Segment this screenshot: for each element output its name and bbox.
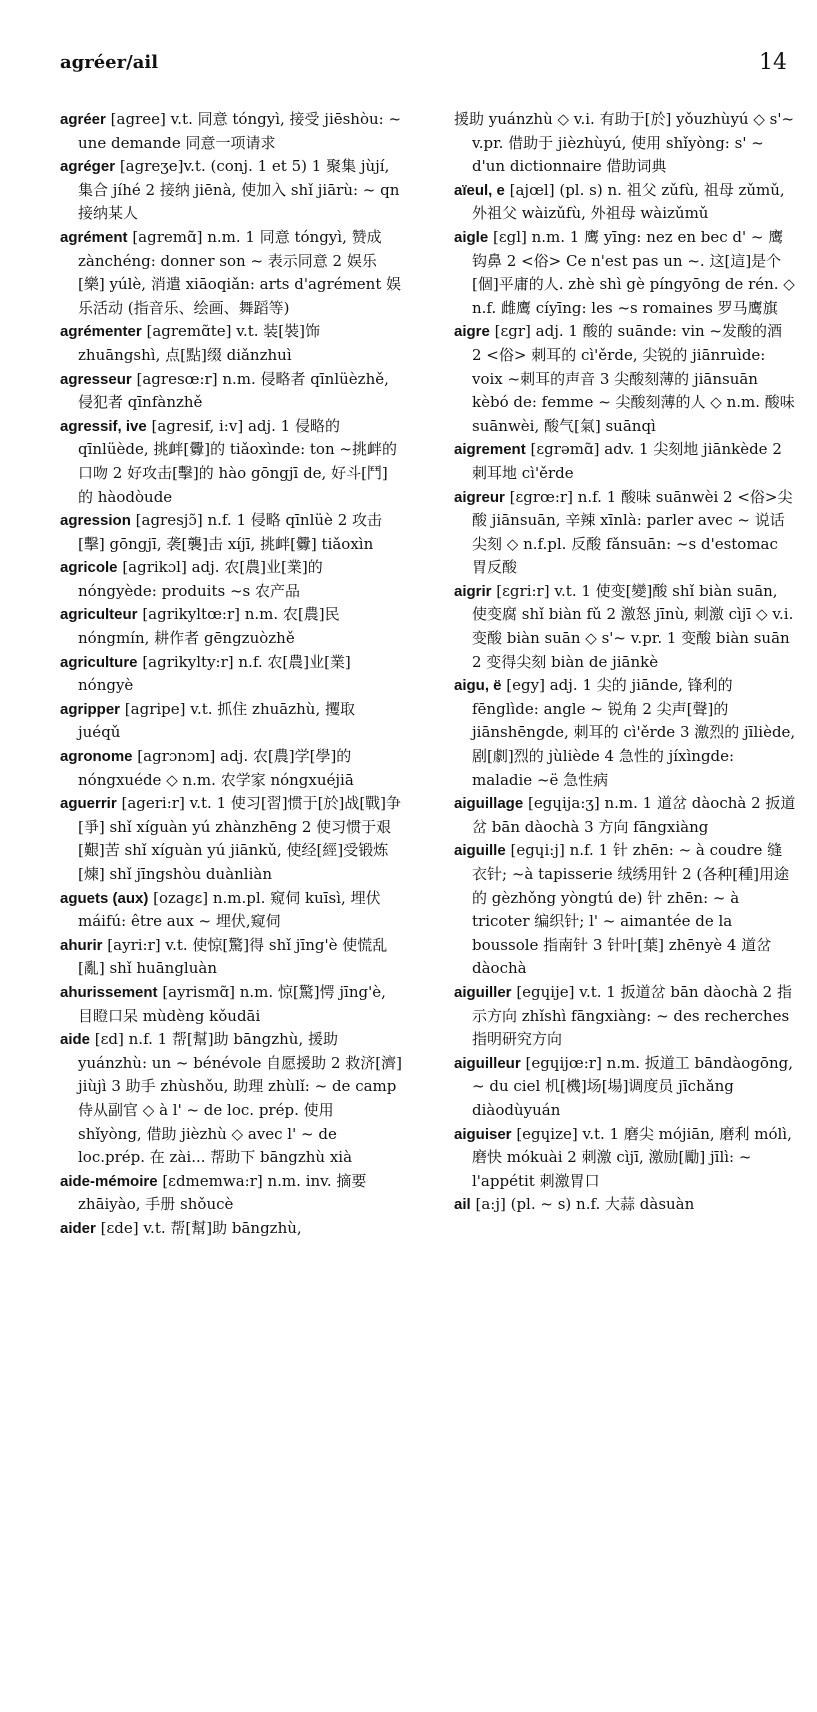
dictionary-entry bbox=[60, 698, 402, 745]
entry-definition: [egɥije] v.t. 1 扳道岔 bān dàochà 2 指示方向 zhǐshì fāngxiàng: ~ des recherches 指明研究方向 bbox=[472, 982, 792, 1049]
entry-definition: [agrikyltœ:r] n.m. 农[農]民 nóngmín, 耕作者 gēngzuòzhě bbox=[78, 605, 340, 648]
entry-definition: [ɛde] v.t. 帮[幫]助 bāngzhù, bbox=[100, 1218, 302, 1237]
entry-headword: agronome bbox=[60, 748, 133, 766]
dictionary-entry bbox=[60, 368, 402, 415]
entry-definition: [agresœ:r] n.m. 侵略者 qīnlüèzhě, 侵犯者 qīnfànzhě bbox=[78, 369, 389, 412]
entry-definition: [agresjɔ̃] n.f. 1 侵略 qīnlüè 2 攻击[擊] gōngjī, 袭[襲]击 xíjī, 挑衅[釁] tiǎoxìn bbox=[78, 511, 383, 553]
entry-definition: [agremɑ̃] n.m. 1 同意 tóngyì, 赞成 zànchéng: donner son ~ 表示同意 2 娱乐[樂] yúlè, 消遣 xiāoqiǎn: arts d'agrément 娱乐活动 (指音乐、绘画、舞蹈等) bbox=[78, 227, 402, 317]
dictionary-entry bbox=[60, 603, 402, 650]
entry-definition: [ɛgl] n.m. 1 鹰 yīng: nez en bec d' ~ 鹰钩鼻 2 <俗> Ce n'est pas un ~. 这[這]是个[個]平庸的人. zhè shì gè píngyōng de rén. ◇ n.f. 雌鹰 cíyīng: les ~s romaines 罗马鹰旗 bbox=[472, 227, 795, 317]
entry-headword: agricole bbox=[60, 559, 118, 577]
entry-headword: aigu, ë bbox=[454, 677, 502, 695]
entry-headword: aigreur bbox=[454, 488, 505, 506]
dictionary-entry bbox=[454, 1052, 796, 1123]
dictionary-entry bbox=[60, 226, 402, 320]
dictionary-entry bbox=[60, 887, 402, 934]
entry-headword: agréer bbox=[60, 111, 106, 128]
entry-headword: agression bbox=[60, 512, 131, 530]
entry-definition: [agrikɔl] adj. 农[農]业[業]的 nóngyède: produits ~s 农产品 bbox=[78, 558, 323, 600]
left-column bbox=[60, 108, 402, 1241]
dictionary-entry bbox=[454, 179, 796, 226]
dictionary-entry bbox=[454, 1123, 796, 1194]
entry-headword: agresseur bbox=[60, 370, 132, 388]
entry-definition: [agrikylty:r] n.f. 农[農]业[業] nóngyè bbox=[78, 652, 351, 695]
entry-definition: [egɥijœ:r] n.m. 扳道工 bāndàogōng, ~ du ciel 机[機]场[場]调度员 jīchǎng diàodùyuán bbox=[472, 1053, 793, 1119]
entry-definition: [ayri:r] v.t. 使惊[驚]得 shǐ jīng'è 使慌乱 [亂] shǐ huāngluàn bbox=[78, 935, 388, 978]
dictionary-entry bbox=[60, 556, 402, 603]
entry-definition: [agripe] v.t. 抓住 zhuāzhù, 攫取 juéqǔ bbox=[78, 699, 355, 742]
entry-headword: ail bbox=[454, 1196, 471, 1214]
entry-headword: aigre bbox=[454, 323, 490, 341]
dictionary-entry bbox=[60, 1170, 402, 1217]
entry-headword: agriculture bbox=[60, 653, 138, 671]
entry-headword: agripper bbox=[60, 700, 121, 718]
dictionary-entry bbox=[454, 839, 796, 981]
dictionary-entry bbox=[454, 580, 796, 674]
dictionary-entry bbox=[454, 674, 796, 792]
entry-headword: aiguilleur bbox=[454, 1054, 521, 1072]
entry-definition: [ageri:r] v.t. 1 使习[習]惯于[於]战[戰]争[爭] shǐ xíguàn yú zhànzhēng 2 使习惯于艰[艱]苦 shǐ xíguàn yú jiānkǔ, 使经[經]受锻炼[煉] shǐ jīngshòu duànliàn bbox=[78, 794, 402, 883]
entry-headword: agressif, ive bbox=[60, 417, 147, 435]
entry-definition: [ɛgrœ:r] n.f. 1 酸味 suānwèi 2 <俗>尖酸 jiānsuān, 辛辣 xīnlà: parler avec ~ 说话尖刻 ◇ n.f.pl. 反酸 fǎnsuān: ~s d'estomac 胃反酸 bbox=[472, 487, 793, 577]
dictionary-entry bbox=[454, 226, 796, 320]
dictionary-entry bbox=[454, 486, 796, 580]
entry-headword: agrément bbox=[60, 228, 128, 246]
dictionary-entry bbox=[60, 981, 402, 1028]
entry-definition: [a:j] (pl. ~ s) n.f. 大蒜 dàsuàn bbox=[475, 1195, 695, 1214]
entry-headword: aider bbox=[60, 1219, 96, 1237]
dictionary-entry bbox=[60, 745, 402, 792]
entry-headword: aigrir bbox=[454, 582, 492, 600]
dictionary-entry bbox=[60, 108, 402, 155]
entry-headword: aïeul, e bbox=[454, 181, 505, 199]
entry-definition: [agreʒe]v.t. (conj. 1 et 5) 1 聚集 jùjí, 集合 jíhé 2 接纳 jiēnà, 使加入 shǐ jiārù: ~ qn 接纳某人 bbox=[78, 157, 400, 223]
entry-definition: [ozagɛ] n.m.pl. 窥伺 kuīsì, 埋伏 máifú: être aux ~ 埋伏,窥伺 bbox=[78, 888, 381, 931]
dictionary-entry bbox=[60, 1028, 402, 1170]
dictionary-entry bbox=[60, 320, 402, 367]
entry-headword: agréger bbox=[60, 158, 116, 176]
entry-definition: [agresif, i:v] adj. 1 侵略的 qīnlüède, 挑衅[釁]的 tiǎoxìnde: ton ~挑衅的口吻 2 好攻击[擊]的 hào gōngjī de, 好斗[鬥]的 hàodòude bbox=[78, 416, 397, 506]
entry-headword: aiguillage bbox=[454, 795, 524, 813]
entry-headword: aguets (aux) bbox=[60, 889, 149, 907]
dictionary-entry bbox=[454, 792, 796, 839]
dictionary-entry bbox=[60, 509, 402, 556]
entry-headword: aide-mémoire bbox=[60, 1172, 158, 1190]
entry-headword: aigle bbox=[454, 228, 489, 246]
entry-definition: [ɛgr] adj. 1 酸的 suānde: vin ~发酸的酒 2 <俗> 刺耳的 cì'ěrde, 尖锐的 jiānruìde: voix ~刺耳的声音 3 尖酸刻薄的 jiānsuān kèbó de: femme ~ 尖酸刻薄的人 ◇ n.m. 酸味 suānwèi, 酸气[氣] suānqì bbox=[472, 322, 795, 435]
entry-definition: [egɥija:ʒ] n.m. 1 道岔 dàochà 2 扳道岔 bān dàochà 3 方向 fāngxiàng bbox=[472, 794, 796, 836]
entry-headword: aiguille bbox=[454, 842, 506, 860]
entry-definition: [ɛdmemwa:r] n.m. inv. 摘要 zhāiyào, 手册 shǒucè bbox=[78, 1171, 367, 1214]
entry-headword: agriculteur bbox=[60, 606, 138, 624]
entry-headword: ahurissement bbox=[60, 983, 158, 1001]
dictionary-entry bbox=[454, 1193, 796, 1217]
entry-definition: [ɛd] n.f. 1 帮[幫]助 bāngzhù, 援助 yuánzhù: un ~ bénévole 自愿援助 2 救济[濟] jiùjì 3 助手 zhùshǒu, 助理 zhùlǐ: ~ de camp 侍从副官 ◇ à l' ~ de loc. prép. 使用 shǐyòng, 借助 jièzhù ◇ avec l' ~ de loc.prép. 在 zài... 帮助下 bāngzhù xià bbox=[78, 1030, 402, 1167]
dictionary-entry bbox=[60, 155, 402, 226]
headword-range: agréer/ail bbox=[60, 52, 159, 73]
entry-definition: [ɛgrəmɑ̃] adv. 1 尖刻地 jiānkède 2 刺耳地 cì'ěrde bbox=[472, 440, 782, 482]
entry-headword: aide bbox=[60, 1031, 91, 1049]
entry-headword: aiguiser bbox=[454, 1125, 512, 1143]
entry-headword: aigrement bbox=[454, 441, 526, 459]
entry-definition: [ayrismɑ̃] n.m. 惊[驚]愕 jīng'è, 目瞪口呆 mùdèng kǒudāi bbox=[78, 982, 386, 1025]
dictionary-entry bbox=[454, 320, 796, 438]
right-column bbox=[454, 108, 796, 1217]
entry-definition: [agrɔnɔm] adj. 农[農]学[學]的 nóngxuéde ◇ n.m. 农学家 nóngxuéjiā bbox=[78, 747, 354, 789]
entry-definition: [agree] v.t. 同意 tóngyì, 接受 jiēshòu: ~ une demande 同意一项请求 bbox=[78, 110, 402, 152]
dictionary-entry bbox=[60, 651, 402, 698]
entry-definition: [ajœl] (pl. s) n. 祖父 zǔfù, 祖母 zǔmǔ, 外祖父 wàizǔfù, 外祖母 wàizǔmǔ bbox=[472, 180, 785, 223]
entry-definition: [egɥize] v.t. 1 磨尖 mójiān, 磨利 mólì, 磨快 mókuài 2 刺激 cìjī, 激励[勵] jīlì: ~ l'appétit 刺激胃口 bbox=[472, 1124, 792, 1190]
entry-definition: [egɥi:j] n.f. 1 针 zhēn: ~ à coudre 缝衣针; ~à tapisserie 绒绣用针 2 (各种[種]用途的 gèzhǒng yòngtú de) 针 zhēn: ~ à tricoter 编织针; l' ~ aimantée de la boussole 指南针 3 针叶[葉] zhēnyè 4 道岔 dàochà bbox=[472, 841, 789, 978]
entry-headword: agrémenter bbox=[60, 323, 142, 341]
dictionary-entry bbox=[60, 934, 402, 981]
entry-headword: aiguiller bbox=[454, 983, 512, 1001]
entry-definition: [agremɑ̃te] v.t. 装[裝]饰 zhuāngshì, 点[點]缀 diǎnzhuì bbox=[78, 322, 321, 364]
entry-headword: ahurir bbox=[60, 936, 103, 954]
entry-definition: [egy] adj. 1 尖的 jiānde, 锋利的 fēnglìde: angle ~ 锐角 2 尖声[聲]的 jiānshēngde, 刺耳的 cì'ěrde 3 激烈的 jīliède, 剧[劇]烈的 jùliède 4 急性的 jíxìngde: maladie ~ë 急性病 bbox=[472, 676, 796, 789]
dictionary-entry bbox=[454, 438, 796, 485]
dictionary-entry bbox=[454, 981, 796, 1052]
dictionary-entry bbox=[454, 108, 796, 179]
entry-headword: aguerrir bbox=[60, 795, 117, 813]
page-header bbox=[60, 52, 787, 80]
dictionary-entry bbox=[60, 1217, 402, 1241]
dictionary-entry bbox=[60, 792, 402, 886]
entry-definition: 援助 yuánzhù ◇ v.i. 有助于[於] yǒuzhùyú ◇ s'~ v.pr. 借助于 jièzhùyú, 使用 shǐyòng: s' ~ d'un dictionnaire 借助词典 bbox=[454, 110, 795, 176]
dictionary-entry bbox=[60, 415, 402, 509]
page-number: 14 bbox=[759, 50, 787, 75]
entry-definition: [ɛgri:r] v.t. 1 使变[變]酸 shǐ biàn suān, 使变腐 shǐ biàn fǔ 2 激怒 jīnù, 刺激 cìjī ◇ v.i. 变酸 biàn suān ◇ s'~ v.pr. 1 变酸 biàn suān 2 变得尖刻 biàn de jiānkè bbox=[472, 581, 794, 671]
